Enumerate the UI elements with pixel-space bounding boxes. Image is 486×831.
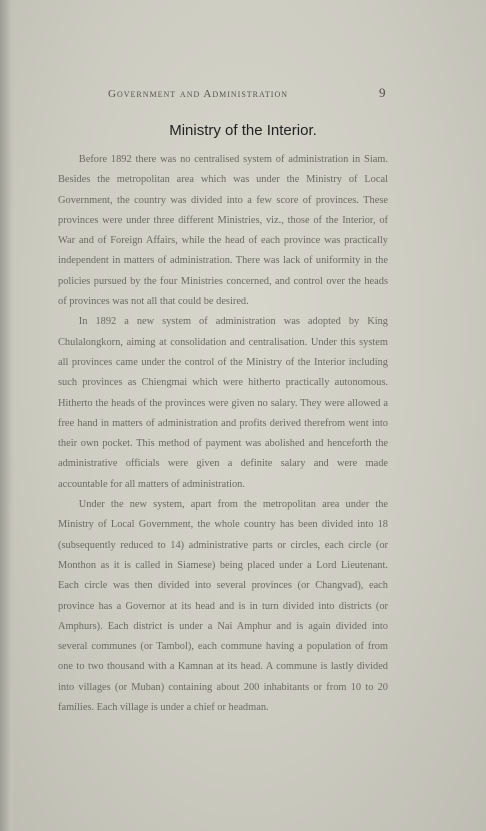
paragraph-1: Before 1892 there was no centralised system of administration in Siam. Besides the metropolitan area which was under the Ministry of Local Government, the country was divided into a few score of provinces. These provinces were under three different Ministries, viz., those of the Interior, of War and of Foreign Affairs, while the head of each province was practically independent in matters of administration. There was lack of uniformity in the policies pursued by the four Ministries concerned, and control over the heads of provinces was not all that could be desired. (58, 154, 388, 308)
section-title: Ministry of the Interior. (169, 122, 317, 139)
body-text (58, 150, 388, 718)
running-head (108, 88, 388, 100)
running-head-text: Government and Administration (108, 88, 288, 100)
page-number: 9 (379, 85, 386, 100)
paragraph-2: In 1892 a new system of administration was adopted by King Chulalongkorn, aiming at consolidation and centralisation. Under this system all provinces came under the control of the Ministry of the Interior including such provinces as Chiengmai which were hitherto practically autonomous. Hitherto the heads of the provinces were given no salary. They were allowed a free hand in matters of administration and profits derived therefrom went into their own pocket. This method of payment was abolished and henceforth the administrative officials were given a definite salary and were made accountable for all matters of administration. (58, 316, 388, 490)
paragraph-3: Under the new system, apart from the metropolitan area under the Ministry of Local Government, the whole country has been divided into 18 (subsequently reduced to 14) administrative parts or circles, each circle (or Monthon as it is called in Siamese) being placed under a Lord Lieutenant. Each circle was then divided into several provinces (or Changvad), each province has a Governor at its head and is in turn divided into districts (or Amphurs). Each district is under a Nai Amphur and is again divided into several communes (or Tambol), each commune having a population of from one to two thousand with a Kamnan at its head. A commune is lastly divided into villages (or Muban) containing about 200 inhabitants or from 10 to 20 families. Each village is under a chief or headman. (58, 499, 388, 714)
